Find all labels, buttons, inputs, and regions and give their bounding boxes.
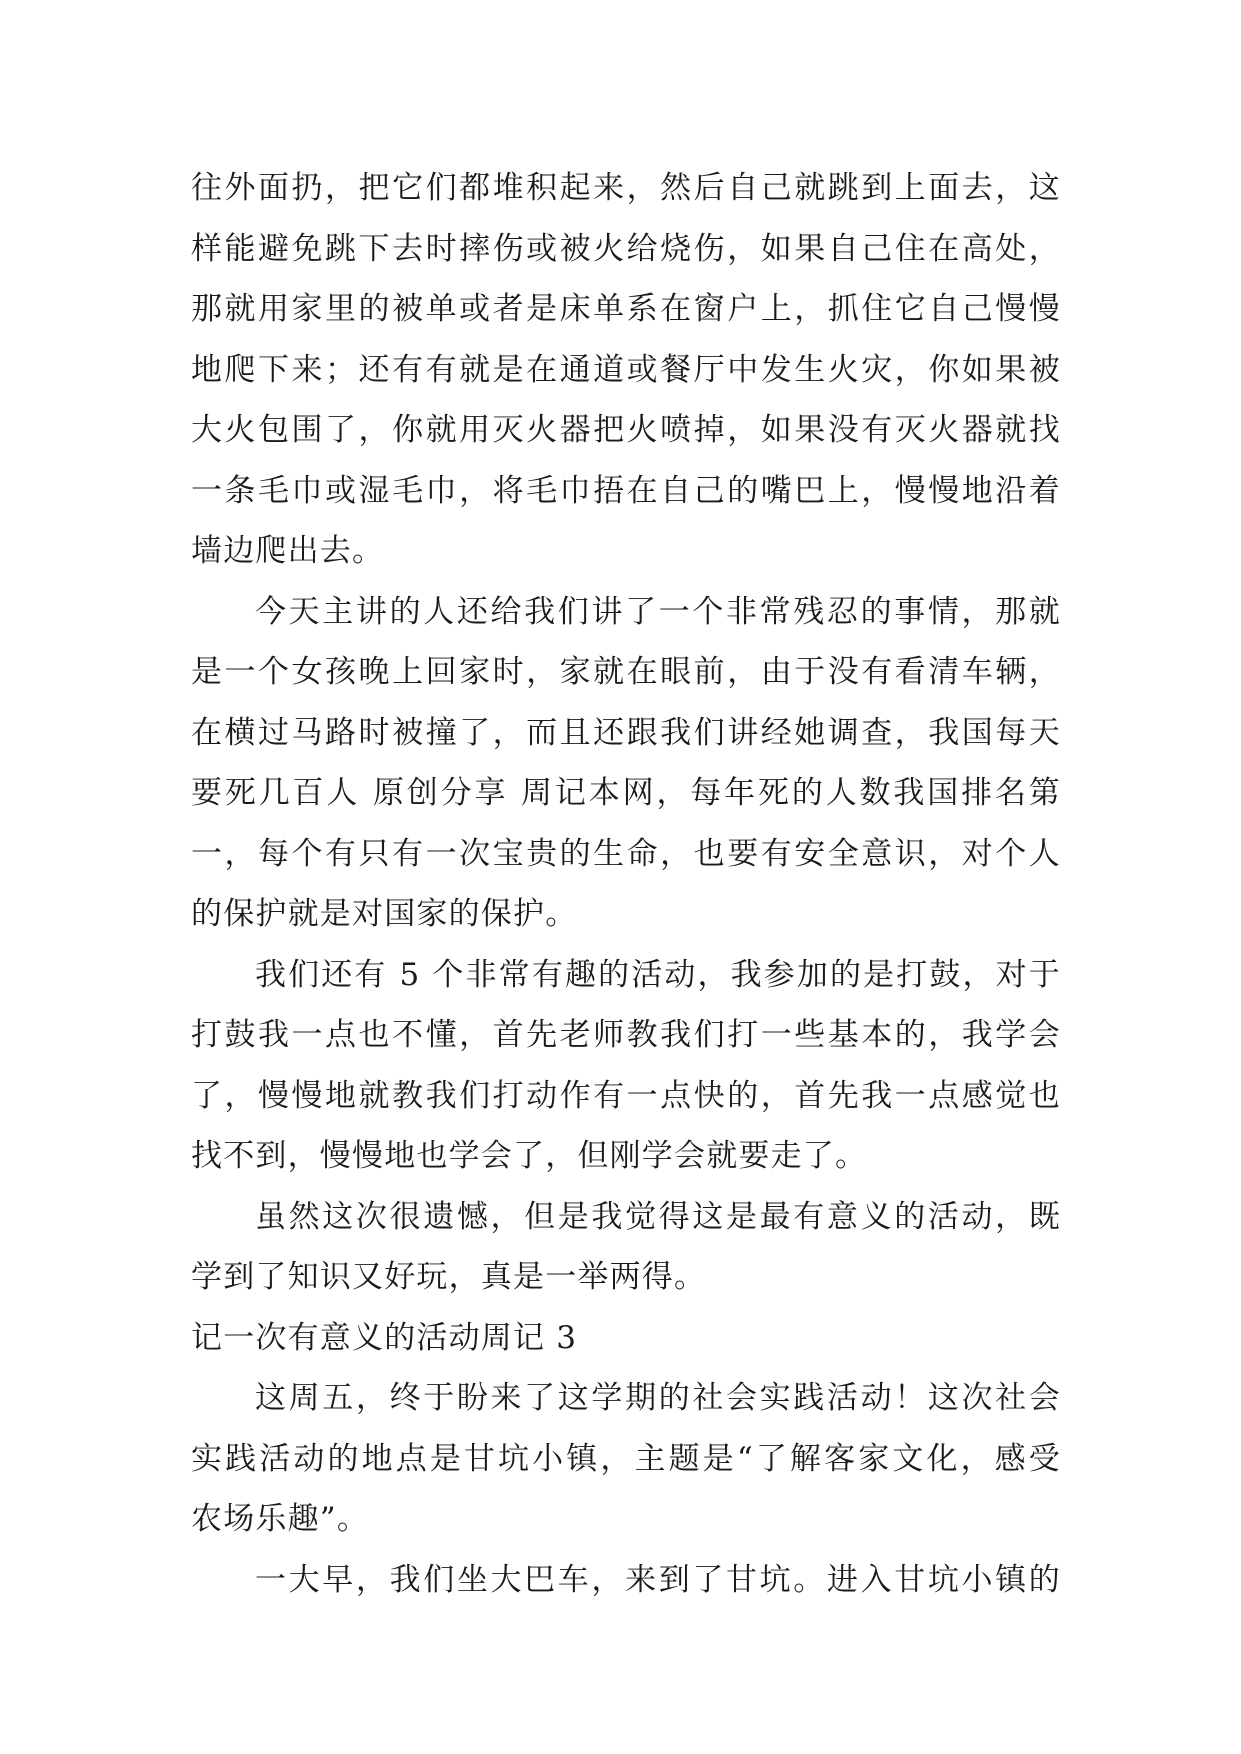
text-line: 农场乐趣”。: [191, 1501, 370, 1537]
text-line: 在横过马路时被撞了，而且还跟我们讲经她调查，我国每天: [191, 714, 1061, 751]
text-line: 地爬下来；还有有就是在通道或餐厅中发生火灾，你如果被: [191, 351, 1061, 388]
text-line: 这周五，终于盼来了这学期的社会实践活动！这次社会: [255, 1380, 1061, 1416]
text-line: 一大早，我们坐大巴车，来到了甘坑。进入甘坑小镇的: [255, 1561, 1061, 1598]
text-line: 是一个女孩晚上回家时，家就在眼前，由于没有看清车辆，: [191, 654, 1061, 690]
section-heading: 记一次有意义的活动周记 3: [191, 1319, 578, 1356]
text-line: 学到了知识又好玩，真是一举两得。: [191, 1259, 707, 1295]
text-line: 墙边爬出去。: [191, 533, 385, 569]
text-line: 找不到，慢慢地也学会了，但刚学会就要走了。: [191, 1138, 868, 1174]
text-line: 了，慢慢地就教我们打动作有一点快的，首先我一点感觉也: [191, 1077, 1061, 1114]
text-line: 一条毛巾或湿毛巾，将毛巾捂在自己的嘴巴上，慢慢地沿着: [191, 472, 1061, 509]
text-line: 虽然这次很遗憾，但是我觉得这是最有意义的活动，既: [255, 1198, 1061, 1235]
text-line: 样能避免跳下去时摔伤或被火给烧伤，如果自己住在高处，: [191, 230, 1061, 267]
text-line: 实践活动的地点是甘坑小镇，主题是“了解客家文化，感受: [191, 1440, 1061, 1477]
text-line: 今天主讲的人还给我们讲了一个非常残忍的事情，那就: [255, 593, 1061, 630]
text-line: 要死几百人 原创分享 周记本网，每年死的人数我国排名第: [191, 775, 1061, 811]
document-page: [191, 158, 1061, 1610]
text-line: 往外面扔，把它们都堆积起来，然后自己就跳到上面去，这: [191, 170, 1061, 206]
text-line: 大火包围了，你就用灭火器把火喷掉，如果没有灭火器就找: [191, 412, 1061, 448]
text-line: 一，每个有只有一次宝贵的生命，也要有安全意识，对个人: [191, 835, 1061, 872]
text-line: 我们还有 5 个非常有趣的活动，我参加的是打鼓，对于: [255, 956, 1061, 993]
text-line: 的保护就是对国家的保护。: [191, 896, 578, 932]
text-line: 那就用家里的被单或者是床单系在窗户上，抓住它自己慢慢: [191, 291, 1061, 327]
text-line: 打鼓我一点也不懂，首先老师教我们打一些基本的，我学会: [191, 1017, 1061, 1053]
